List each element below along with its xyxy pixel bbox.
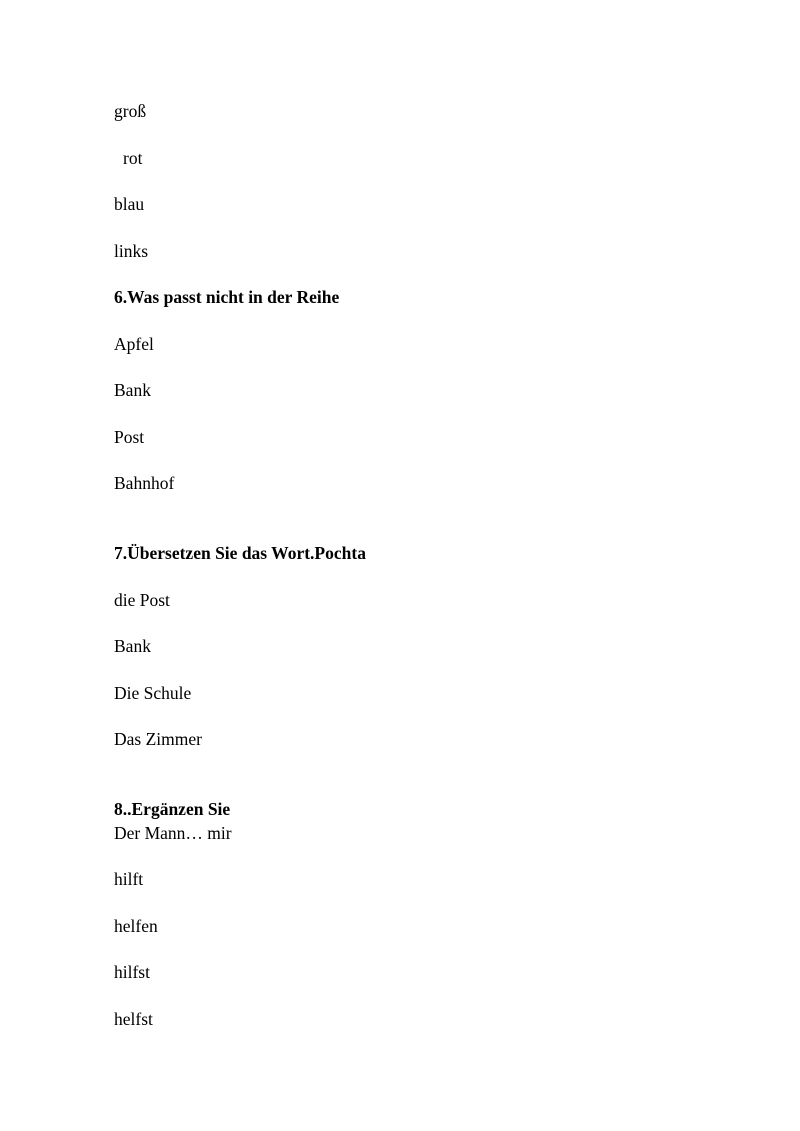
answer-option: helfen [114,916,158,936]
question-prompt: Der Mann… mir [114,823,232,843]
answer-option: Bahnhof [114,473,175,493]
answer-option: Apfel [114,334,154,354]
question-heading: 8..Ergänzen Sie [114,799,231,819]
answer-option: links [114,241,149,261]
question-heading: 7.Übersetzen Sie das Wort.Pochta [114,543,366,563]
answer-option: Das Zimmer [114,729,202,749]
answer-option: rot [123,148,143,168]
answer-option: Die Schule [114,683,192,703]
answer-option: Bank [114,380,151,400]
answer-option: Bank [114,636,151,656]
question-heading: 6.Was passt nicht in der Reihe [114,287,340,307]
answer-option: hilfst [114,962,150,982]
answer-option: hilft [114,869,144,889]
answer-option: Post [114,427,145,447]
answer-option: die Post [114,590,170,610]
answer-option: groß [114,101,147,121]
answer-option: blau [114,194,145,214]
answer-option: helfst [114,1009,153,1029]
